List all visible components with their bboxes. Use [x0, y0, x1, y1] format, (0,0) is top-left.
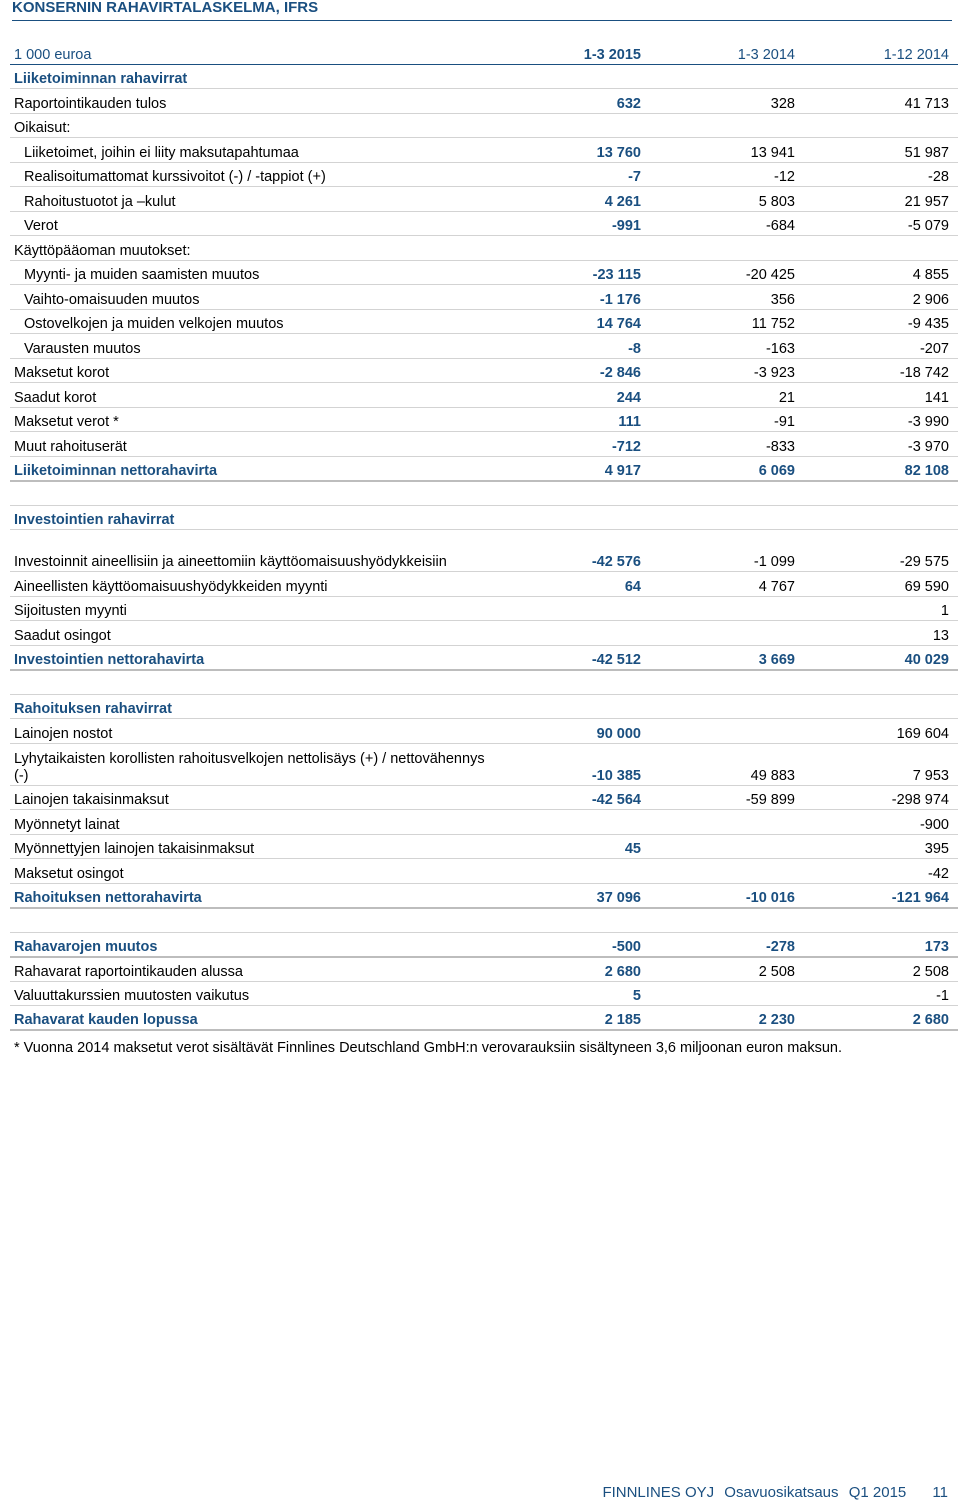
row-label: Liiketoiminnan rahavirrat [10, 64, 496, 89]
table-row [10, 113, 958, 138]
table-row [10, 785, 958, 810]
value-current: 45 [496, 834, 650, 859]
value-prior-quarter: -833 [650, 432, 804, 457]
table-row [10, 138, 958, 163]
value-prior-year: 82 108 [804, 456, 958, 481]
row-label: Oikaisut: [10, 113, 496, 138]
value-prior-year [804, 64, 958, 89]
value-prior-quarter: 5 803 [650, 187, 804, 212]
table-row [10, 187, 958, 212]
table-header-row [10, 40, 958, 64]
value-prior-year [804, 694, 958, 719]
value-current [496, 236, 650, 261]
table-row [10, 432, 958, 457]
value-prior-quarter: -684 [650, 211, 804, 236]
table-row [10, 834, 958, 859]
value-prior-quarter: 4 767 [650, 572, 804, 597]
table-row [10, 719, 958, 744]
row-label: Liiketoiminnan nettorahavirta [10, 456, 496, 481]
value-current: -23 115 [496, 260, 650, 285]
value-prior-quarter: 13 941 [650, 138, 804, 163]
table-row [10, 810, 958, 835]
table-row [10, 358, 958, 383]
value-prior-quarter [650, 596, 804, 621]
column-header-current: 1-3 2015 [496, 40, 650, 64]
column-header-prior-quarter: 1-3 2014 [650, 40, 804, 64]
value-prior-year [804, 236, 958, 261]
table-row [10, 596, 958, 621]
value-prior-quarter: 6 069 [650, 456, 804, 481]
value-prior-year: 173 [804, 932, 958, 957]
value-prior-quarter: 11 752 [650, 309, 804, 334]
value-prior-year: -29 575 [804, 530, 958, 572]
page-footer [596, 1484, 948, 1501]
value-prior-year [804, 113, 958, 138]
total-row [10, 883, 958, 908]
value-current: 2 680 [496, 957, 650, 982]
table-row [10, 407, 958, 432]
total-row [10, 645, 958, 670]
table-row [10, 285, 958, 310]
value-prior-year: 2 680 [804, 1006, 958, 1031]
value-prior-quarter [650, 64, 804, 89]
row-label: Rahoitustuotot ja –kulut [10, 187, 496, 212]
value-prior-quarter [650, 694, 804, 719]
value-current: -7 [496, 162, 650, 187]
total-row [10, 1006, 958, 1031]
table-row [10, 89, 958, 114]
row-label: Rahavarojen muutos [10, 932, 496, 957]
value-prior-year: 1 [804, 596, 958, 621]
value-current [496, 596, 650, 621]
value-prior-quarter: 2 508 [650, 957, 804, 982]
value-prior-quarter [650, 719, 804, 744]
value-current: -42 512 [496, 645, 650, 670]
value-prior-year: 13 [804, 621, 958, 646]
table-row [10, 859, 958, 884]
row-label: Saadut osingot [10, 621, 496, 646]
value-prior-quarter: -3 923 [650, 358, 804, 383]
value-prior-year: 395 [804, 834, 958, 859]
row-label: Käyttöpääoman muutokset: [10, 236, 496, 261]
value-prior-year: -28 [804, 162, 958, 187]
value-prior-quarter: 2 230 [650, 1006, 804, 1031]
table-row [10, 743, 958, 785]
value-prior-quarter: -59 899 [650, 785, 804, 810]
value-current: -500 [496, 932, 650, 957]
value-prior-quarter [650, 505, 804, 530]
row-label: Lainojen nostot [10, 719, 496, 744]
value-current [496, 64, 650, 89]
section-heading-row [10, 64, 958, 89]
row-label: Valuuttakurssien muutosten vaikutus [10, 981, 496, 1006]
value-current [496, 505, 650, 530]
value-prior-year: 21 957 [804, 187, 958, 212]
value-current: 5 [496, 981, 650, 1006]
value-prior-quarter: -163 [650, 334, 804, 359]
value-prior-quarter [650, 810, 804, 835]
value-prior-quarter [650, 834, 804, 859]
row-label: Lyhytaikaisten korollisten rahoitusvelkojen nettolisäys (+) / nettovähennys (-) [10, 743, 496, 785]
spacer-row [10, 481, 958, 506]
value-prior-year: -18 742 [804, 358, 958, 383]
value-prior-year: -5 079 [804, 211, 958, 236]
value-prior-year: 2 508 [804, 957, 958, 982]
table-row [10, 383, 958, 408]
row-label: Verot [10, 211, 496, 236]
row-label: Rahavarat raportointikauden alussa [10, 957, 496, 982]
value-current: 14 764 [496, 309, 650, 334]
value-prior-year: -900 [804, 810, 958, 835]
row-label: Aineellisten käyttöomaisuushyödykkeiden myynti [10, 572, 496, 597]
value-prior-year: 7 953 [804, 743, 958, 785]
row-label: Sijoitusten myynti [10, 596, 496, 621]
table-row [10, 621, 958, 646]
column-header-prior-year: 1-12 2014 [804, 40, 958, 64]
value-prior-year: 69 590 [804, 572, 958, 597]
row-label: Myönnetyt lainat [10, 810, 496, 835]
value-current: -42 576 [496, 530, 650, 572]
value-prior-quarter [650, 621, 804, 646]
value-current: 90 000 [496, 719, 650, 744]
value-current: 632 [496, 89, 650, 114]
table-row [10, 334, 958, 359]
spacer-row [10, 670, 958, 695]
value-prior-year: -9 435 [804, 309, 958, 334]
footer-page-number: 11 [932, 1484, 948, 1501]
value-current [496, 694, 650, 719]
value-current: 244 [496, 383, 650, 408]
table-row [10, 530, 958, 572]
row-label: Saadut korot [10, 383, 496, 408]
row-label: Muut rahoituserät [10, 432, 496, 457]
total-row [10, 932, 958, 957]
value-prior-year: 40 029 [804, 645, 958, 670]
row-label: Raportointikauden tulos [10, 89, 496, 114]
value-prior-quarter [650, 113, 804, 138]
value-current: -2 846 [496, 358, 650, 383]
table-row [10, 211, 958, 236]
value-prior-quarter [650, 859, 804, 884]
value-prior-quarter: -20 425 [650, 260, 804, 285]
row-label: Rahoituksen rahavirrat [10, 694, 496, 719]
value-prior-quarter: -278 [650, 932, 804, 957]
value-prior-quarter: -12 [650, 162, 804, 187]
value-current: -712 [496, 432, 650, 457]
value-prior-year: 2 906 [804, 285, 958, 310]
table-row [10, 162, 958, 187]
value-current [496, 810, 650, 835]
value-prior-year: 169 604 [804, 719, 958, 744]
footer-period: Q1 2015 [848, 1484, 907, 1501]
footer-company: FINNLINES OYJ [602, 1484, 715, 1501]
value-prior-year: 4 855 [804, 260, 958, 285]
row-label: Liiketoimet, joihin ei liity maksutapahtumaa [10, 138, 496, 163]
value-prior-quarter: 49 883 [650, 743, 804, 785]
value-current: 111 [496, 407, 650, 432]
value-prior-year: 51 987 [804, 138, 958, 163]
row-label: Rahavarat kauden lopussa [10, 1006, 496, 1031]
table-row [10, 236, 958, 261]
value-current [496, 113, 650, 138]
row-label: Maksetut osingot [10, 859, 496, 884]
value-prior-year: -121 964 [804, 883, 958, 908]
row-label: Ostovelkojen ja muiden velkojen muutos [10, 309, 496, 334]
row-label: Rahoituksen nettorahavirta [10, 883, 496, 908]
row-label: Investoinnit aineellisiin ja aineettomiin käyttöomaisuushyödykkeisiin [10, 530, 496, 572]
table-row [10, 309, 958, 334]
row-label: Vaihto-omaisuuden muutos [10, 285, 496, 310]
value-prior-year: -3 970 [804, 432, 958, 457]
page-title: KONSERNIN RAHAVIRTALASKELMA, IFRS [12, 0, 952, 21]
total-row [10, 456, 958, 481]
row-label: Maksetut verot * [10, 407, 496, 432]
value-prior-year: -3 990 [804, 407, 958, 432]
value-prior-year: 41 713 [804, 89, 958, 114]
value-current: -10 385 [496, 743, 650, 785]
row-label: Myönnettyjen lainojen takaisinmaksut [10, 834, 496, 859]
table-row [10, 957, 958, 982]
row-label: Investointien nettorahavirta [10, 645, 496, 670]
value-prior-year [804, 505, 958, 530]
row-label: Myynti- ja muiden saamisten muutos [10, 260, 496, 285]
value-current: 4 917 [496, 456, 650, 481]
value-prior-quarter: 356 [650, 285, 804, 310]
row-label: Lainojen takaisinmaksut [10, 785, 496, 810]
value-prior-quarter [650, 236, 804, 261]
value-current [496, 859, 650, 884]
value-prior-quarter: -1 099 [650, 530, 804, 572]
row-label: Investointien rahavirrat [10, 505, 496, 530]
value-current: 37 096 [496, 883, 650, 908]
value-prior-quarter: -10 016 [650, 883, 804, 908]
value-prior-year: -42 [804, 859, 958, 884]
value-prior-year: -298 974 [804, 785, 958, 810]
cash-flow-table [10, 40, 958, 1031]
value-current: 64 [496, 572, 650, 597]
table-row [10, 260, 958, 285]
table-row [10, 981, 958, 1006]
value-current: 4 261 [496, 187, 650, 212]
value-prior-year: -1 [804, 981, 958, 1006]
row-label: Realisoitumattomat kurssivoitot (-) / -tappiot (+) [10, 162, 496, 187]
value-prior-year: 141 [804, 383, 958, 408]
value-current: 13 760 [496, 138, 650, 163]
value-prior-quarter: -91 [650, 407, 804, 432]
value-current: -1 176 [496, 285, 650, 310]
value-current: -991 [496, 211, 650, 236]
value-prior-year: -207 [804, 334, 958, 359]
unit-header: 1 000 euroa [10, 40, 496, 64]
value-current [496, 621, 650, 646]
value-current: -8 [496, 334, 650, 359]
spacer-row [10, 908, 958, 933]
value-current: 2 185 [496, 1006, 650, 1031]
value-prior-quarter: 21 [650, 383, 804, 408]
footnote: * Vuonna 2014 maksetut verot sisältävät Finnlines Deutschland GmbH:n verovarauksiin sisältyneen 3,6 miljoonan euron maksun. [14, 1040, 843, 1056]
value-prior-quarter: 3 669 [650, 645, 804, 670]
row-label: Varausten muutos [10, 334, 496, 359]
table-row [10, 572, 958, 597]
value-prior-quarter: 328 [650, 89, 804, 114]
section-heading-row [10, 505, 958, 530]
section-heading-row [10, 694, 958, 719]
value-prior-quarter [650, 981, 804, 1006]
footer-report: Osavuosikatsaus [724, 1484, 839, 1501]
row-label: Maksetut korot [10, 358, 496, 383]
value-current: -42 564 [496, 785, 650, 810]
